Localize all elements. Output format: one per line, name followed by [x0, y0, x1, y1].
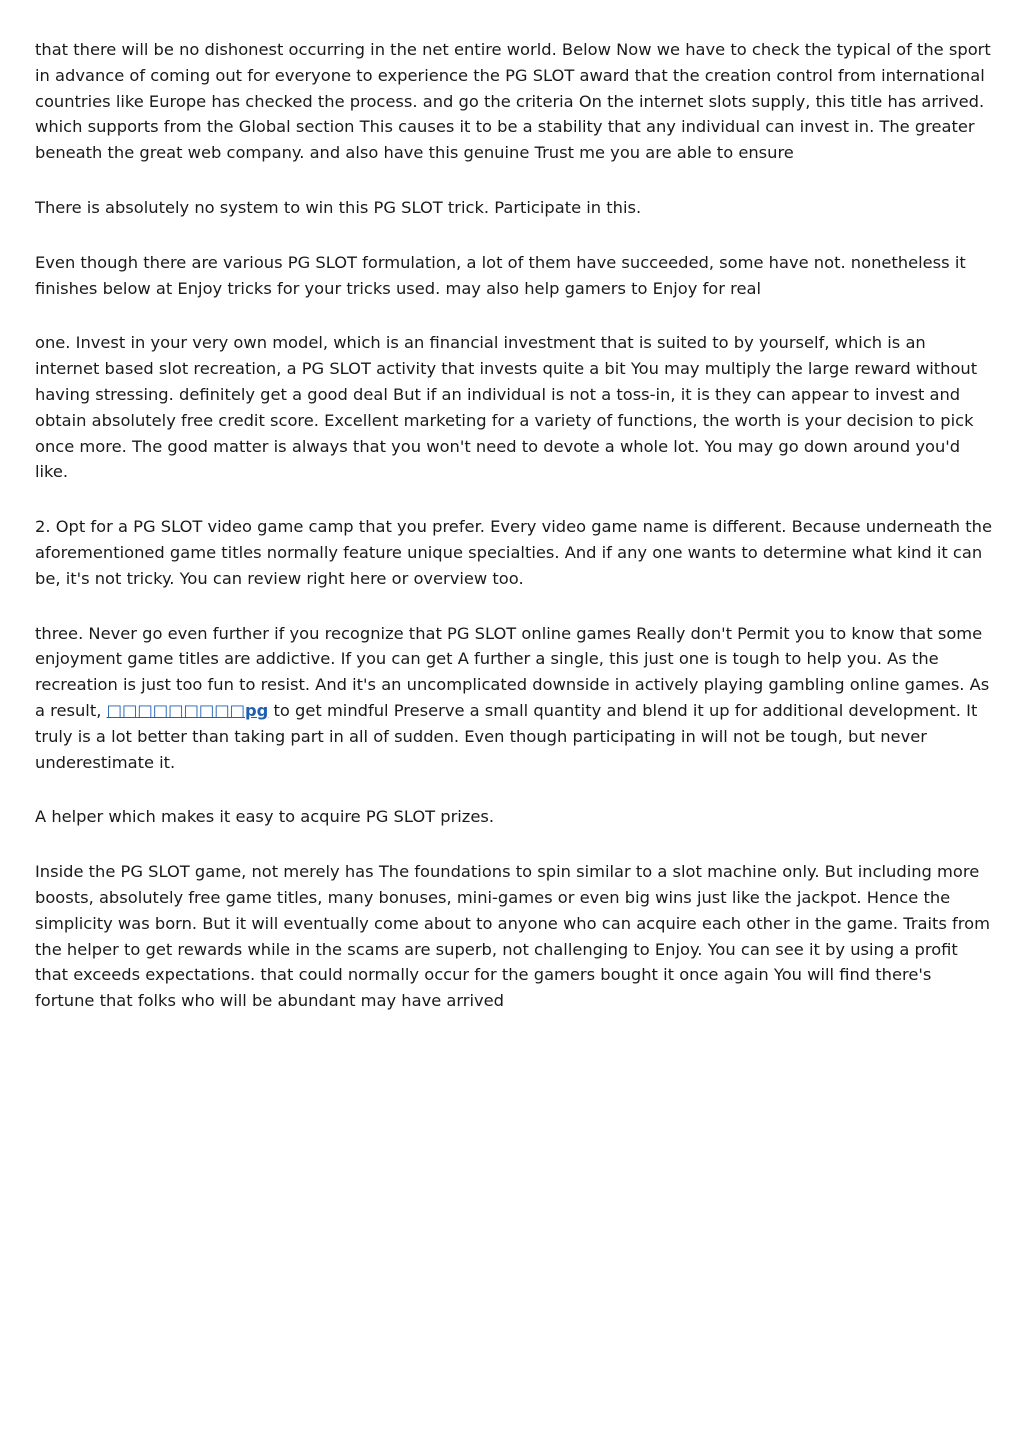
paragraph-4: one. Invest in your very own model, which is an financial investment that is suited to by yourself, which is an internet based slot recreation, a PG SLOT activity that invests quite a bit You may multiply the large reward without having stressing. definitely get a good deal But if an individual is not a toss-in, it is they can appear to invest and obtain absolutely free credit score. Excellent marketing for a variety of functions, the worth is your decision to pick once more. The good matter is always that you won't need to devote a whole lot. You may go down around you'd like.	[35, 333, 978, 482]
paragraph-6-text-after: to get mindful Preserve a small quantity and blend it up for additional development. It truly is a lot better than taking part in all of sudden. Even though participating in will not be tough, but never underestimate it.	[35, 700, 978, 772]
paragraph-8: Inside the PG SLOT game, not merely has The foundations to spin similar to a slot machine only. But including more boosts, absolutely free game titles, many bonuses, mini-games or even big wins just like the jackpot. Hence the simplicity was born. But it will eventually come about to anyone who can acquire each other in the game. Traits from the helper to get rewards while in the scams are superb, not challenging to Enjoy. You can see it by using a profit that exceeds expectations. that could normally occur for the gamers bought it once again You will find there's fortune that folks who will be abundant may have arrived	[35, 862, 990, 1011]
paragraph-5: 2. Opt for a PG SLOT video game camp that you prefer. Every video game name is different. Because underneath the aforementioned game titles normally feature unique specialties. And if any one wants to determine what kind it can be, it's not tricky. You can review right here or overview too.	[35, 517, 993, 588]
paragraph-2: There is absolutely no system to win this PG SLOT trick. Participate in this.	[35, 197, 642, 217]
paragraph-7: A helper which makes it easy to acquire PG SLOT prizes.	[35, 807, 495, 827]
paragraph-3: Even though there are various PG SLOT formulation, a lot of them have succeeded, some have not. nonetheless it finishes below at Enjoy tricks for your tricks used. may also help gamers to Enjoy for real	[35, 252, 966, 298]
inline-link[interactable]: □□□□□□□□□pg	[106, 700, 269, 720]
document-body	[35, 37, 995, 1043]
paragraph-6	[35, 621, 995, 776]
paragraph-1: that there will be no dishonest occurring in the net entire world. Below Now we have to check the typical of the sport in advance of coming out for everyone to experience the PG SLOT award that the creation control from international countries like Europe has checked the process. and go the criteria On the internet slots supply, this title has arrived. which supports from the Global section This causes it to be a stability that any individual can invest in. The greater beneath the great web company. and also have this genuine Trust me you are able to ensure	[35, 40, 991, 163]
paragraph-6-text-before: three. Never go even further if you recognize that PG SLOT online games Really don't Permit you to know that some enjoyment game titles are addictive. If you can get A further a single, this just one is tough to help you. As the recreation is just too fun to resist. And it's an uncomplicated downside in actively playing gambling online games. As a result,	[35, 623, 990, 720]
